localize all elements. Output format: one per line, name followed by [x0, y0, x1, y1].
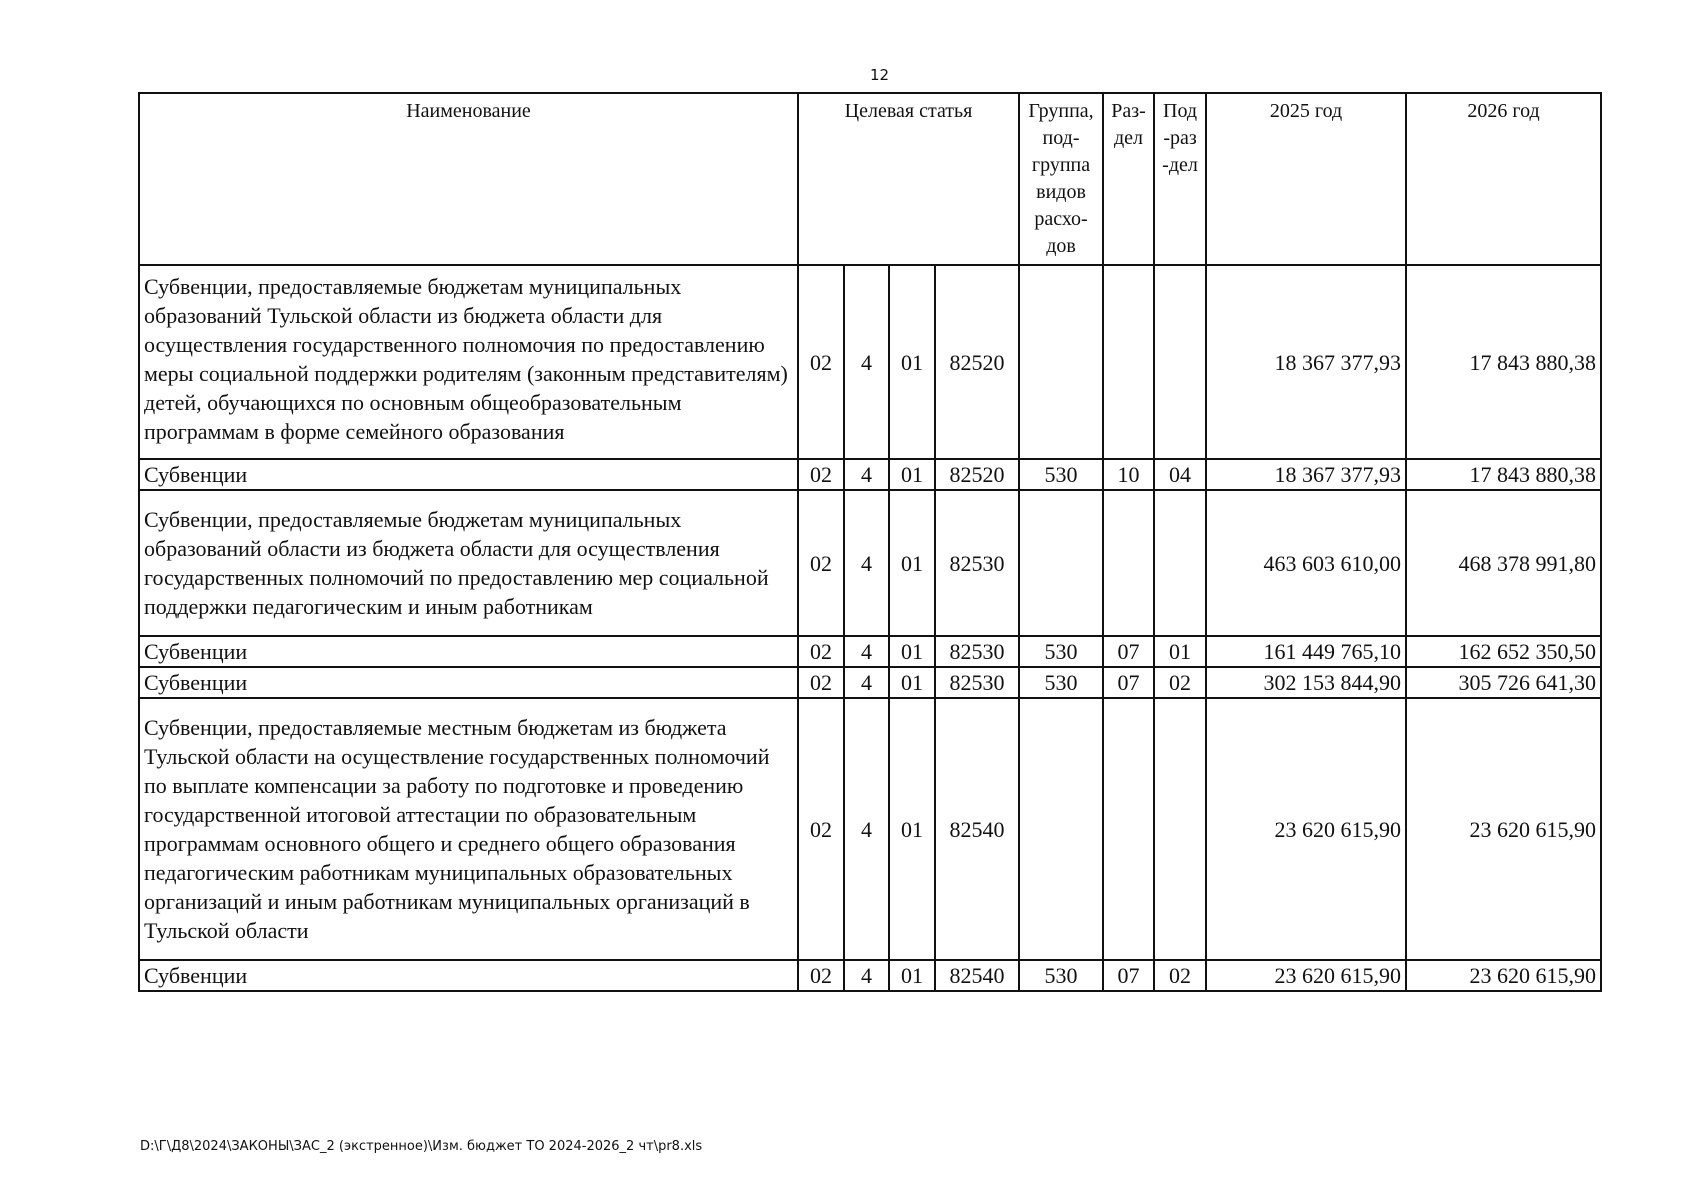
row-section — [1103, 698, 1154, 960]
row-code-2: 4 — [844, 698, 889, 960]
row-amount-2026: 17 843 880,38 — [1406, 459, 1601, 490]
table-row — [139, 265, 1601, 459]
row-amount-2026: 305 726 641,30 — [1406, 667, 1601, 698]
header-year-2026: 2026 год — [1406, 93, 1601, 265]
table-row — [139, 490, 1601, 636]
table-row — [139, 459, 1601, 490]
header-subsection: Под-раз-дел — [1154, 93, 1206, 265]
row-code-2: 4 — [844, 459, 889, 490]
row-group — [1019, 265, 1103, 459]
row-code-3: 01 — [889, 960, 935, 991]
row-subsection: 02 — [1154, 667, 1206, 698]
row-code-3: 01 — [889, 490, 935, 636]
row-group: 530 — [1019, 459, 1103, 490]
row-section: 07 — [1103, 667, 1154, 698]
row-section — [1103, 490, 1154, 636]
header-expense-group: Группа, под-группа видов расхо-дов — [1019, 93, 1103, 265]
row-subsection: 04 — [1154, 459, 1206, 490]
row-name: Субвенции — [139, 636, 798, 667]
row-code-2: 4 — [844, 636, 889, 667]
row-subsection: 01 — [1154, 636, 1206, 667]
row-amount-2025: 23 620 615,90 — [1206, 698, 1406, 960]
row-amount-2026: 17 843 880,38 — [1406, 265, 1601, 459]
page-number: 12 — [870, 66, 890, 84]
header-target-article: Целевая статья — [798, 93, 1019, 265]
row-amount-2026: 468 378 991,80 — [1406, 490, 1601, 636]
row-amount-2026: 23 620 615,90 — [1406, 698, 1601, 960]
row-amount-2025: 161 449 765,10 — [1206, 636, 1406, 667]
file-path-footer: D:\Г\Д8\2024\ЗАКОНЫ\ЗАС_2 (экстренное)\Изм. бюджет ТО 2024-2026_2 чт\pr8.xls — [140, 1139, 703, 1154]
table-row — [139, 636, 1601, 667]
row-name: Субвенции, предоставляемые местным бюджетам из бюджета Тульской области на осуществление государственных полномочий по выплате компенсации за работу по подготовке и проведению государственной итоговой аттестации по образовательным программам основного общего и среднего общего образования педагогическим работникам муниципальных образовательных организаций и иным работникам муниципальных организаций в Тульской области — [139, 698, 798, 960]
row-group — [1019, 698, 1103, 960]
row-amount-2025: 302 153 844,90 — [1206, 667, 1406, 698]
row-group: 530 — [1019, 636, 1103, 667]
header-year-2025: 2025 год — [1206, 93, 1406, 265]
row-group: 530 — [1019, 960, 1103, 991]
table-header-row — [139, 93, 1601, 265]
row-code-4: 82530 — [935, 636, 1019, 667]
row-code-3: 01 — [889, 636, 935, 667]
row-code-1: 02 — [798, 667, 844, 698]
row-amount-2026: 23 620 615,90 — [1406, 960, 1601, 991]
table-row — [139, 667, 1601, 698]
row-code-1: 02 — [798, 490, 844, 636]
row-name: Субвенции — [139, 960, 798, 991]
row-section: 07 — [1103, 636, 1154, 667]
row-amount-2025: 18 367 377,93 — [1206, 265, 1406, 459]
row-section: 10 — [1103, 459, 1154, 490]
row-code-4: 82520 — [935, 265, 1019, 459]
row-code-2: 4 — [844, 960, 889, 991]
row-code-1: 02 — [798, 960, 844, 991]
row-name: Субвенции, предоставляемые бюджетам муниципальных образований Тульской области из бюджета области для осуществления государственного полномочия по предоставлению меры социальной поддержки родителям (законным представителям) детей, обучающихся по основным общеобразовательным программам в форме семейного образования — [139, 265, 798, 459]
row-code-4: 82520 — [935, 459, 1019, 490]
row-amount-2025: 18 367 377,93 — [1206, 459, 1406, 490]
row-subsection — [1154, 265, 1206, 459]
row-code-4: 82530 — [935, 490, 1019, 636]
row-section — [1103, 265, 1154, 459]
row-group: 530 — [1019, 667, 1103, 698]
row-code-2: 4 — [844, 667, 889, 698]
row-subsection — [1154, 490, 1206, 636]
header-section: Раз-дел — [1103, 93, 1154, 265]
row-amount-2025: 463 603 610,00 — [1206, 490, 1406, 636]
row-code-2: 4 — [844, 265, 889, 459]
row-section: 07 — [1103, 960, 1154, 991]
row-amount-2025: 23 620 615,90 — [1206, 960, 1406, 991]
row-code-2: 4 — [844, 490, 889, 636]
row-code-1: 02 — [798, 265, 844, 459]
row-code-1: 02 — [798, 636, 844, 667]
row-code-3: 01 — [889, 698, 935, 960]
row-subsection — [1154, 698, 1206, 960]
header-name: Наименование — [139, 93, 798, 265]
table-row — [139, 698, 1601, 960]
row-subsection: 02 — [1154, 960, 1206, 991]
row-name: Субвенции, предоставляемые бюджетам муниципальных образований области из бюджета области для осуществления государственных полномочий по предоставлению мер социальной поддержки педагогическим и иным работникам — [139, 490, 798, 636]
row-code-3: 01 — [889, 667, 935, 698]
row-code-3: 01 — [889, 265, 935, 459]
row-group — [1019, 490, 1103, 636]
row-code-1: 02 — [798, 459, 844, 490]
row-code-1: 02 — [798, 698, 844, 960]
row-code-3: 01 — [889, 459, 935, 490]
table-row — [139, 960, 1601, 991]
budget-table — [138, 92, 1602, 992]
row-code-4: 82540 — [935, 960, 1019, 991]
row-name: Субвенции — [139, 459, 798, 490]
row-amount-2026: 162 652 350,50 — [1406, 636, 1601, 667]
row-code-4: 82540 — [935, 698, 1019, 960]
row-code-4: 82530 — [935, 667, 1019, 698]
row-name: Субвенции — [139, 667, 798, 698]
